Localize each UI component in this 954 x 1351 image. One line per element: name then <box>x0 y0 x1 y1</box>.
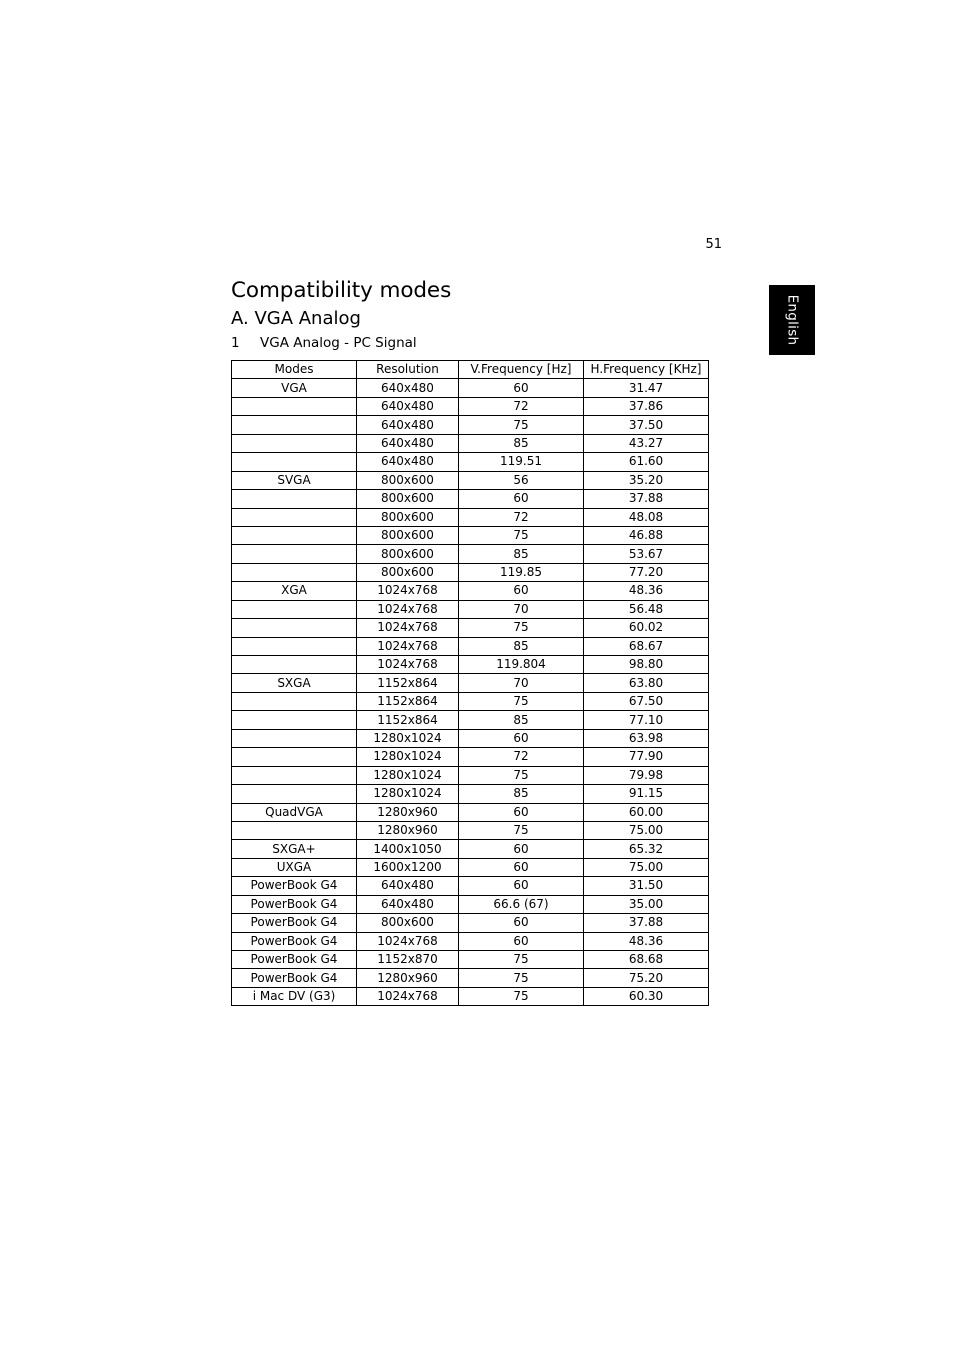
cell-h-frequency: 46.88 <box>584 526 709 544</box>
cell-resolution: 1600x1200 <box>357 858 459 876</box>
cell-h-frequency: 31.50 <box>584 877 709 895</box>
cell-mode <box>232 619 357 637</box>
table-row <box>232 858 709 876</box>
cell-mode <box>232 656 357 674</box>
cell-h-frequency: 77.90 <box>584 748 709 766</box>
cell-resolution: 1400x1050 <box>357 840 459 858</box>
language-tab <box>769 285 815 355</box>
cell-resolution: 1280x960 <box>357 803 459 821</box>
cell-resolution: 1280x960 <box>357 821 459 839</box>
cell-v-frequency: 75 <box>459 692 584 710</box>
table-row <box>232 582 709 600</box>
cell-v-frequency: 75 <box>459 821 584 839</box>
cell-resolution: 1152x864 <box>357 711 459 729</box>
table-row <box>232 490 709 508</box>
cell-resolution: 1152x864 <box>357 674 459 692</box>
cell-h-frequency: 75.20 <box>584 969 709 987</box>
cell-mode: XGA <box>232 582 357 600</box>
cell-v-frequency: 60 <box>459 803 584 821</box>
table-row <box>232 987 709 1005</box>
cell-mode <box>232 711 357 729</box>
cell-h-frequency: 60.00 <box>584 803 709 821</box>
table-caption-text: VGA Analog - PC Signal <box>260 335 417 351</box>
cell-mode <box>232 563 357 581</box>
cell-v-frequency: 72 <box>459 508 584 526</box>
cell-resolution: 800x600 <box>357 490 459 508</box>
cell-mode <box>232 416 357 434</box>
table-row <box>232 711 709 729</box>
cell-h-frequency: 68.67 <box>584 637 709 655</box>
cell-mode <box>232 729 357 747</box>
table-row <box>232 674 709 692</box>
cell-h-frequency: 77.20 <box>584 563 709 581</box>
cell-v-frequency: 75 <box>459 969 584 987</box>
cell-resolution: 800x600 <box>357 545 459 563</box>
cell-v-frequency: 60 <box>459 840 584 858</box>
cell-h-frequency: 37.50 <box>584 416 709 434</box>
cell-h-frequency: 79.98 <box>584 766 709 784</box>
cell-h-frequency: 75.00 <box>584 858 709 876</box>
table-row <box>232 471 709 489</box>
table-row <box>232 785 709 803</box>
cell-v-frequency: 60 <box>459 858 584 876</box>
cell-v-frequency: 119.85 <box>459 563 584 581</box>
cell-mode: PowerBook G4 <box>232 932 357 950</box>
cell-v-frequency: 60 <box>459 877 584 895</box>
cell-v-frequency: 75 <box>459 416 584 434</box>
cell-resolution: 800x600 <box>357 914 459 932</box>
cell-resolution: 1152x870 <box>357 951 459 969</box>
cell-mode: PowerBook G4 <box>232 914 357 932</box>
cell-v-frequency: 70 <box>459 600 584 618</box>
cell-v-frequency: 75 <box>459 619 584 637</box>
cell-v-frequency: 85 <box>459 637 584 655</box>
cell-v-frequency: 119.51 <box>459 453 584 471</box>
cell-mode: SVGA <box>232 471 357 489</box>
cell-resolution: 1024x768 <box>357 600 459 618</box>
cell-mode <box>232 692 357 710</box>
cell-resolution: 1280x960 <box>357 969 459 987</box>
table-body <box>232 379 709 1006</box>
cell-resolution: 800x600 <box>357 508 459 526</box>
section-heading: A. VGA Analog <box>231 308 361 329</box>
cell-resolution: 1152x864 <box>357 692 459 710</box>
cell-v-frequency: 85 <box>459 711 584 729</box>
table-row <box>232 748 709 766</box>
table-row <box>232 545 709 563</box>
cell-h-frequency: 60.30 <box>584 987 709 1005</box>
table-row <box>232 766 709 784</box>
table-row <box>232 508 709 526</box>
cell-mode <box>232 508 357 526</box>
table-row <box>232 434 709 452</box>
cell-resolution: 1024x768 <box>357 656 459 674</box>
cell-h-frequency: 60.02 <box>584 619 709 637</box>
table-row <box>232 379 709 397</box>
table-row <box>232 692 709 710</box>
cell-mode <box>232 821 357 839</box>
table-row <box>232 821 709 839</box>
cell-h-frequency: 37.88 <box>584 914 709 932</box>
cell-resolution: 640x480 <box>357 379 459 397</box>
cell-mode <box>232 748 357 766</box>
cell-resolution: 1280x1024 <box>357 748 459 766</box>
cell-h-frequency: 63.98 <box>584 729 709 747</box>
table-caption-number: 1 <box>231 335 240 351</box>
cell-resolution: 1280x1024 <box>357 785 459 803</box>
cell-v-frequency: 60 <box>459 932 584 950</box>
table-row <box>232 951 709 969</box>
cell-mode <box>232 766 357 784</box>
cell-v-frequency: 85 <box>459 545 584 563</box>
cell-h-frequency: 48.36 <box>584 582 709 600</box>
table-row <box>232 656 709 674</box>
cell-v-frequency: 75 <box>459 526 584 544</box>
cell-mode: i Mac DV (G3) <box>232 987 357 1005</box>
cell-h-frequency: 75.00 <box>584 821 709 839</box>
table-row <box>232 932 709 950</box>
table-row <box>232 453 709 471</box>
cell-h-frequency: 37.88 <box>584 490 709 508</box>
cell-v-frequency: 75 <box>459 951 584 969</box>
cell-h-frequency: 61.60 <box>584 453 709 471</box>
compatibility-table <box>231 360 709 1006</box>
cell-h-frequency: 48.08 <box>584 508 709 526</box>
header-resolution: Resolution <box>357 361 459 379</box>
table-row <box>232 600 709 618</box>
cell-h-frequency: 98.80 <box>584 656 709 674</box>
table-row <box>232 637 709 655</box>
cell-v-frequency: 70 <box>459 674 584 692</box>
cell-mode: PowerBook G4 <box>232 969 357 987</box>
cell-resolution: 800x600 <box>357 471 459 489</box>
language-tab-label: English <box>784 294 801 346</box>
cell-v-frequency: 60 <box>459 914 584 932</box>
table-row <box>232 914 709 932</box>
table-row <box>232 803 709 821</box>
table-row <box>232 526 709 544</box>
cell-resolution: 640x480 <box>357 453 459 471</box>
table-caption <box>231 335 417 351</box>
cell-v-frequency: 60 <box>459 379 584 397</box>
table-row <box>232 563 709 581</box>
table-row <box>232 729 709 747</box>
cell-v-frequency: 56 <box>459 471 584 489</box>
table-header-row <box>232 361 709 379</box>
cell-h-frequency: 65.32 <box>584 840 709 858</box>
cell-mode <box>232 637 357 655</box>
cell-h-frequency: 67.50 <box>584 692 709 710</box>
cell-h-frequency: 31.47 <box>584 379 709 397</box>
cell-mode <box>232 453 357 471</box>
cell-h-frequency: 35.00 <box>584 895 709 913</box>
cell-resolution: 640x480 <box>357 895 459 913</box>
table-row <box>232 969 709 987</box>
cell-mode <box>232 600 357 618</box>
cell-h-frequency: 35.20 <box>584 471 709 489</box>
cell-v-frequency: 119.804 <box>459 656 584 674</box>
cell-mode: UXGA <box>232 858 357 876</box>
cell-v-frequency: 75 <box>459 766 584 784</box>
cell-v-frequency: 85 <box>459 785 584 803</box>
cell-h-frequency: 68.68 <box>584 951 709 969</box>
cell-h-frequency: 77.10 <box>584 711 709 729</box>
cell-mode <box>232 785 357 803</box>
cell-resolution: 1280x1024 <box>357 766 459 784</box>
cell-resolution: 640x480 <box>357 877 459 895</box>
page-number: 51 <box>705 237 722 252</box>
cell-v-frequency: 72 <box>459 748 584 766</box>
cell-mode <box>232 490 357 508</box>
cell-mode <box>232 434 357 452</box>
table-row <box>232 619 709 637</box>
cell-v-frequency: 85 <box>459 434 584 452</box>
cell-mode: PowerBook G4 <box>232 951 357 969</box>
cell-resolution: 640x480 <box>357 416 459 434</box>
cell-resolution: 640x480 <box>357 397 459 415</box>
table-row <box>232 895 709 913</box>
page-title: Compatibility modes <box>231 278 452 303</box>
cell-v-frequency: 60 <box>459 729 584 747</box>
cell-resolution: 640x480 <box>357 434 459 452</box>
cell-mode: SXGA+ <box>232 840 357 858</box>
cell-h-frequency: 53.67 <box>584 545 709 563</box>
cell-mode: PowerBook G4 <box>232 877 357 895</box>
header-v-frequency: V.Frequency [Hz] <box>459 361 584 379</box>
cell-h-frequency: 48.36 <box>584 932 709 950</box>
cell-h-frequency: 91.15 <box>584 785 709 803</box>
cell-mode: PowerBook G4 <box>232 895 357 913</box>
cell-resolution: 800x600 <box>357 563 459 581</box>
cell-v-frequency: 66.6 (67) <box>459 895 584 913</box>
cell-h-frequency: 43.27 <box>584 434 709 452</box>
cell-resolution: 1024x768 <box>357 619 459 637</box>
cell-mode <box>232 526 357 544</box>
cell-resolution: 1024x768 <box>357 987 459 1005</box>
cell-h-frequency: 56.48 <box>584 600 709 618</box>
table-row <box>232 416 709 434</box>
cell-resolution: 800x600 <box>357 526 459 544</box>
table-row <box>232 877 709 895</box>
cell-resolution: 1280x1024 <box>357 729 459 747</box>
cell-v-frequency: 72 <box>459 397 584 415</box>
table-row <box>232 840 709 858</box>
cell-mode: QuadVGA <box>232 803 357 821</box>
cell-v-frequency: 60 <box>459 490 584 508</box>
cell-h-frequency: 63.80 <box>584 674 709 692</box>
cell-v-frequency: 60 <box>459 582 584 600</box>
header-h-frequency: H.Frequency [KHz] <box>584 361 709 379</box>
cell-h-frequency: 37.86 <box>584 397 709 415</box>
cell-mode: VGA <box>232 379 357 397</box>
cell-v-frequency: 75 <box>459 987 584 1005</box>
table-row <box>232 397 709 415</box>
cell-mode <box>232 397 357 415</box>
cell-resolution: 1024x768 <box>357 582 459 600</box>
cell-mode: SXGA <box>232 674 357 692</box>
cell-mode <box>232 545 357 563</box>
header-modes: Modes <box>232 361 357 379</box>
cell-resolution: 1024x768 <box>357 932 459 950</box>
cell-resolution: 1024x768 <box>357 637 459 655</box>
